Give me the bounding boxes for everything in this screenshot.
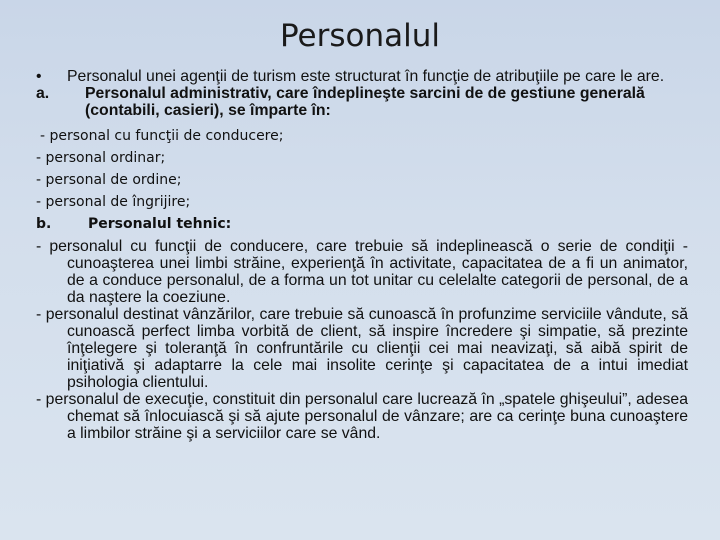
bullet-marker: • — [36, 68, 42, 85]
section-a-text: Personalul administrativ, care îndeplineşte sarcini de de gestiune generală (contabili, casieri), se împarte în: — [85, 85, 645, 119]
list-item: - personal de ordine; — [36, 172, 182, 188]
technical-staff-item: - personalul destinat vânzărilor, care trebuie să cunoască în profunzime serviciile vândute, să cunoască perfect limba vorbită de client, să inspire încredere şi simpatie, să prezinte înţelegere şi toleranţă în confruntările cu clienţii cei mai neavizaţi, să aibă spirit de iniţiativă şi adaptarre la cele mai insolite cerinţe şi capacitatea de a intui imediat psihologia clientului. — [36, 306, 688, 391]
list-item: - personal cu funcţii de conducere; — [40, 128, 284, 144]
technical-staff-item: - personalul cu funcţii de conducere, care trebuie să indeplinească o serie de condiţii -cunoaşterea unei limbi străine, experienţă în activitate, capacitatea de a fi un animator, de a conduce personalul, de a forma un tot unitar cu celelalte categorii de personal, de a da naştere la coeziune. — [36, 238, 688, 306]
section-b-marker: b. — [36, 216, 52, 232]
section-a-paragraph — [36, 85, 688, 119]
intro-paragraph — [36, 68, 688, 85]
technical-staff-item: - personalul de execuţie, constituit din personalul care lucrează în „spatele ghişeului”, adesea chemat să înlocuiască şi să ajute personalul de vânzare; are ca cerinţe buna cunoaştere a limbilor străine şi a serviciilor care se vând. — [36, 391, 688, 442]
slide-content — [36, 68, 688, 442]
slide-title: Personalul — [279, 18, 441, 54]
section-b-heading — [36, 213, 688, 235]
section-a-marker: a. — [36, 85, 50, 102]
intro-text: Personalul unei agenţii de turism este structurat în funcţie de atribuţiile pe care le are. — [67, 68, 665, 85]
list-item: - personal ordinar; — [36, 150, 166, 166]
list-item: - personal de îngrijire; — [36, 194, 191, 210]
section-b-title: Personalul tehnic: — [88, 216, 232, 232]
administrative-staff-list — [36, 125, 688, 213]
